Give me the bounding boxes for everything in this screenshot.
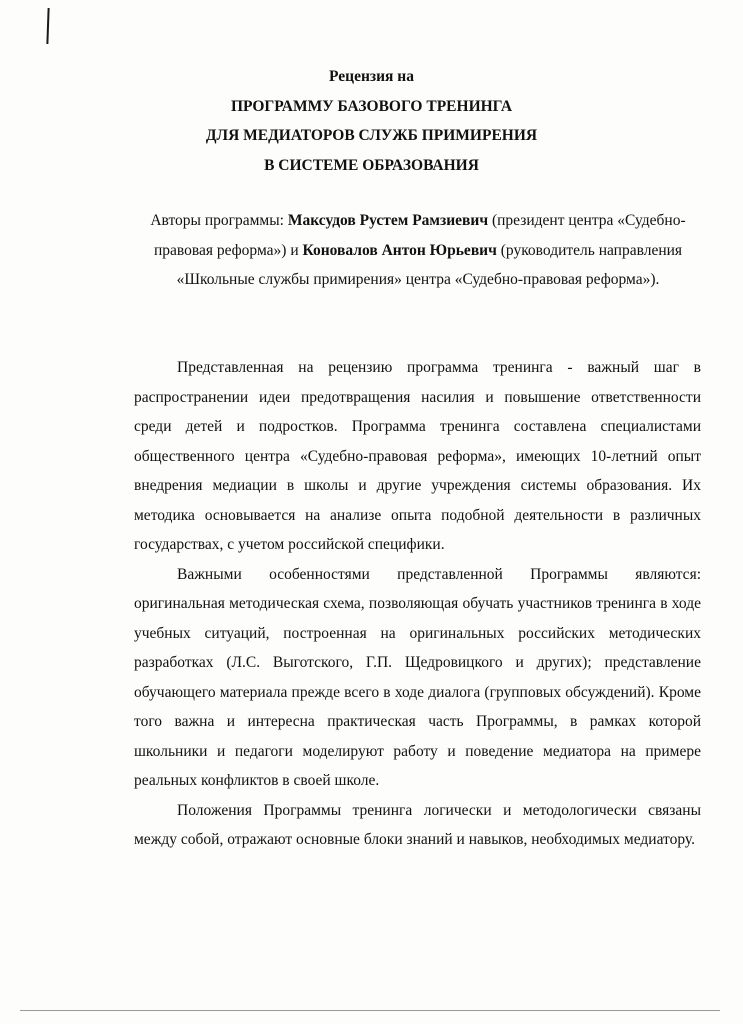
title-line-1: Рецензия на [329, 68, 414, 85]
document-title [0, 62, 743, 180]
review-body [134, 353, 701, 855]
scan-mark [46, 8, 49, 44]
author-1-role: (президент центра «Судебно-правовая реформа») и [153, 212, 686, 259]
paragraph-3: Положения Программы тренинга логически и методологически связаны между собой, отражают основные блоки знаний и навыков, необходимых медиатору. [134, 801, 701, 848]
title-line-3: ДЛЯ МЕДИАТОРОВ СЛУЖБ ПРИМИРЕНИЯ [205, 127, 538, 144]
paragraph-1: Представленная на рецензию программа тренинга - важный шаг в распространении идеи предотвращения насилия и повышение ответственности среди детей и подростков. Программа тренинга составлена специалистами общественного центра «Судебно-правовая реформа», имеющих 10-летний опыт внедрения медиации в школы и другие учреждения системы образования. Их методика основывается на анализе опыта подобной деятельности в различных государствах, с учетом российской специфики. [134, 359, 701, 553]
title-line-2: ПРОГРАММУ БАЗОВОГО ТРЕНИНГА [230, 97, 513, 115]
page-bottom-edge [20, 1010, 720, 1011]
authors-block [122, 206, 714, 295]
paragraph-2: Важными особенностями представленной Программы являются: оригинальная методическая схема, позволяющая обучать участников тренинга в ходе учебных ситуаций, построенная на оригинальных российских методических разработках (Л.С. Выготского, Г.П. Щедровицкого и других); представление обучающего материала прежде всего в ходе диалога (групповых обсуждений). Кроме того важна и интересна практическая часть Программы, в рамках которой школьники и педагоги моделируют работу и поведение медиатора на примере реальных конфликтов в своей школе. [134, 565, 701, 789]
authors-prefix: Авторы программы: [150, 212, 288, 229]
author-2-name: Коновалов Антон Юрьевич [302, 241, 497, 259]
title-line-4: В СИСТЕМЕ ОБРАЗОВАНИЯ [264, 156, 479, 174]
author-2-role: (руководитель направления «Школьные службы примирения» центра «Судебно-правовая реформа»). [176, 241, 683, 288]
author-1-name: Максудов Рустем Рамзиевич [287, 212, 489, 229]
